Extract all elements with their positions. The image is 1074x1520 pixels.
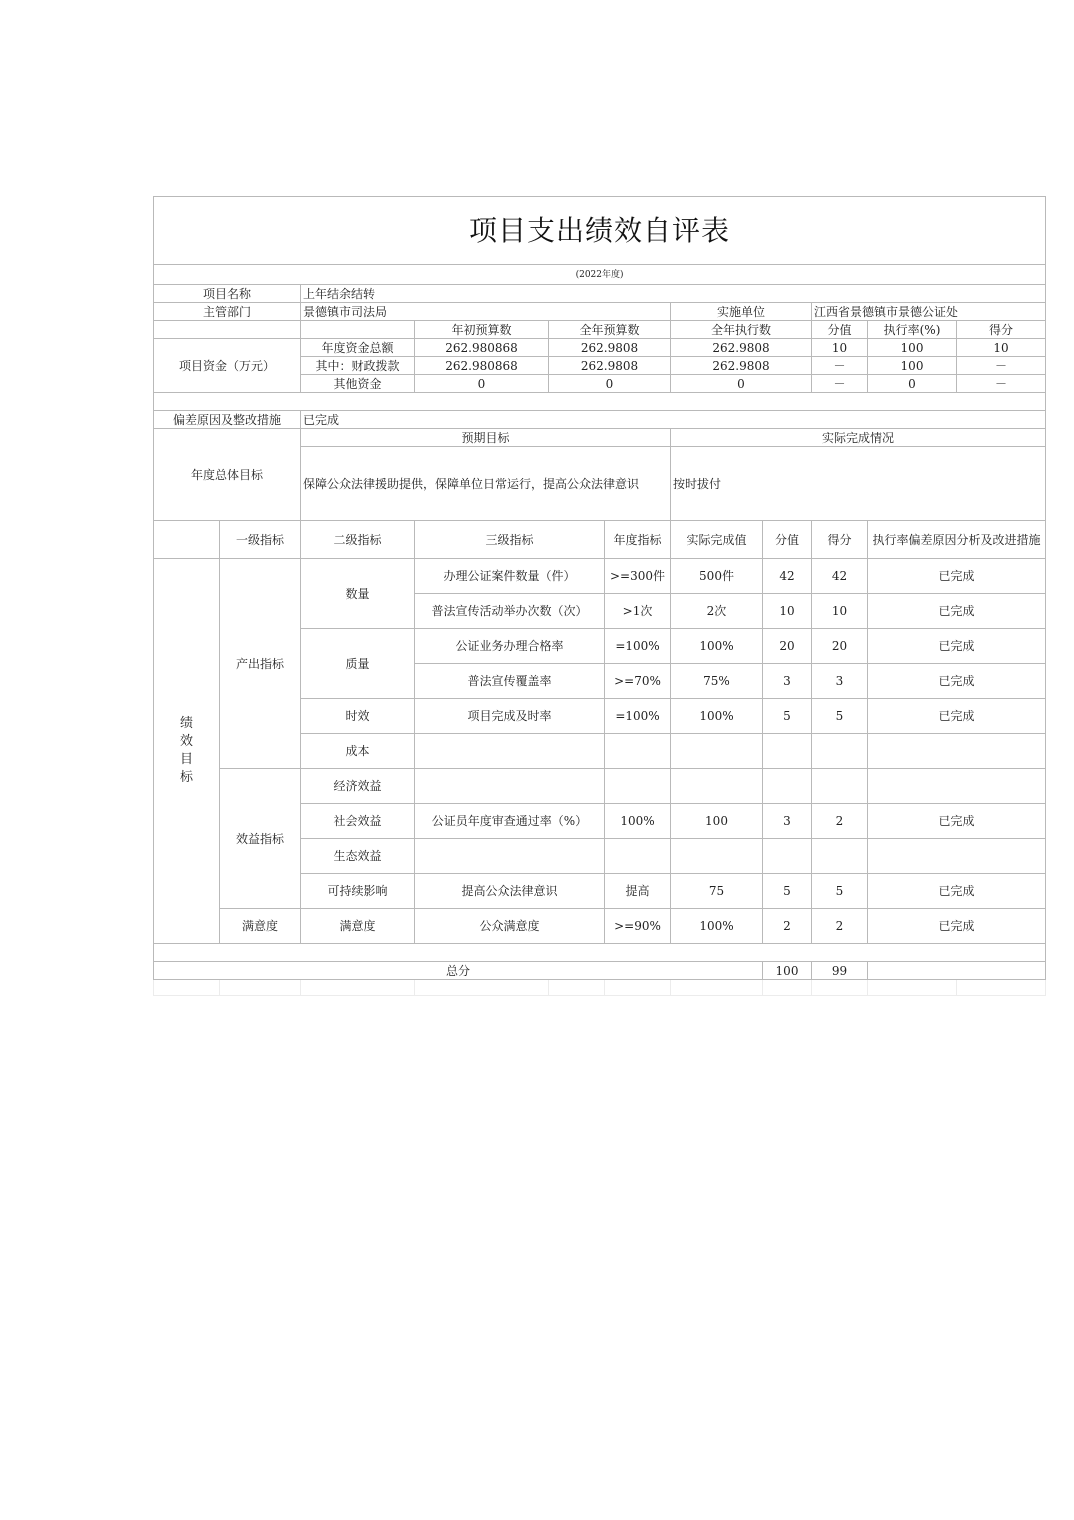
expected-goal-header: 预期目标: [301, 429, 671, 447]
spacer-row: [154, 944, 1046, 962]
level3-cell: 普法宣传覆盖率: [415, 664, 605, 699]
blank-cell: [957, 980, 1046, 996]
blank-cell: [549, 980, 605, 996]
got-cell: 3: [812, 664, 868, 699]
fund-header: 年初预算数: [415, 321, 549, 339]
level2-timeliness: 时效: [301, 699, 415, 734]
blank-cell: [812, 980, 868, 996]
blank-cell: [763, 839, 812, 874]
total-score: 100: [763, 962, 812, 980]
level1-benefit: 效益指标: [220, 769, 301, 909]
target-cell: =100%: [605, 629, 671, 664]
level2-sustainable: 可持续影响: [301, 874, 415, 909]
score-cell: 5: [763, 874, 812, 909]
blank-cell: [812, 839, 868, 874]
note-cell: 已完成: [868, 699, 1046, 734]
perf-target-label: [154, 559, 220, 944]
level2-ecological: 生态效益: [301, 839, 415, 874]
level3-cell: 办理公证案件数量（件）: [415, 559, 605, 594]
year-label: (2022年度): [154, 265, 1046, 285]
note-cell: 已完成: [868, 594, 1046, 629]
self-evaluation-form: [153, 196, 1045, 996]
deviation-label: 偏差原因及整改措施: [154, 411, 301, 429]
target-cell: >1次: [605, 594, 671, 629]
target-cell: >=300件: [605, 559, 671, 594]
level2-satisfaction: 满意度: [301, 909, 415, 944]
level3-cell: 公众满意度: [415, 909, 605, 944]
fund-cell: 262.9808: [671, 357, 812, 375]
actual-status-header: 实际完成情况: [671, 429, 1046, 447]
level1-output: 产出指标: [220, 559, 301, 769]
blank-cell: [415, 734, 605, 769]
fund-header: 全年执行数: [671, 321, 812, 339]
evaluation-table: [153, 196, 1046, 996]
fund-cell: 100: [868, 357, 957, 375]
col-header-got: 得分: [812, 521, 868, 559]
fund-header: 全年预算数: [549, 321, 671, 339]
fund-cell: 0: [549, 375, 671, 393]
project-name-value: 上年结余结转: [301, 285, 1046, 303]
score-cell: 42: [763, 559, 812, 594]
score-cell: 3: [763, 804, 812, 839]
blank-cell: [868, 769, 1046, 804]
deviation-value: 已完成: [301, 411, 1046, 429]
fund-cell: 0: [671, 375, 812, 393]
target-cell: 100%: [605, 804, 671, 839]
blank-cell: [605, 734, 671, 769]
blank-cell: [868, 962, 1046, 980]
actual-cell: 100%: [671, 909, 763, 944]
level3-cell: 提高公众法律意识: [415, 874, 605, 909]
blank-cell: [671, 839, 763, 874]
fund-cell: 0: [415, 375, 549, 393]
actual-cell: 500件: [671, 559, 763, 594]
level2-economic: 经济效益: [301, 769, 415, 804]
actual-cell: 100%: [671, 699, 763, 734]
got-cell: 5: [812, 874, 868, 909]
col-header-actual: 实际完成值: [671, 521, 763, 559]
blank-cell: [605, 769, 671, 804]
blank-cell: [812, 769, 868, 804]
blank-cell: [415, 769, 605, 804]
blank-cell: [763, 980, 812, 996]
blank-cell: [154, 321, 301, 339]
col-header-score: 分值: [763, 521, 812, 559]
target-cell: =100%: [605, 699, 671, 734]
got-cell: 42: [812, 559, 868, 594]
col-header-level3: 三级指标: [415, 521, 605, 559]
fund-row-name: 其他资金: [301, 375, 415, 393]
level2-cost: 成本: [301, 734, 415, 769]
level3-cell: 公证业务办理合格率: [415, 629, 605, 664]
fund-cell: 10: [812, 339, 868, 357]
col-header-target: 年度指标: [605, 521, 671, 559]
total-label: 总分: [154, 962, 763, 980]
fund-cell: 262.980868: [415, 357, 549, 375]
score-cell: 3: [763, 664, 812, 699]
score-cell: 20: [763, 629, 812, 664]
got-cell: 2: [812, 804, 868, 839]
got-cell: 2: [812, 909, 868, 944]
spacer-row: [154, 393, 1046, 411]
blank-cell: [154, 521, 220, 559]
page-title: 项目支出绩效自评表: [154, 197, 1046, 265]
score-cell: 2: [763, 909, 812, 944]
blank-cell: [301, 980, 415, 996]
perf-target-text: 绩效目标: [179, 716, 193, 785]
note-cell: 已完成: [868, 664, 1046, 699]
blank-cell: [868, 734, 1046, 769]
fund-header: 执行率(%): [868, 321, 957, 339]
level1-satisfaction: 满意度: [220, 909, 301, 944]
blank-cell: [671, 769, 763, 804]
fund-cell: －: [957, 357, 1046, 375]
col-header-note: 执行率偏差原因分析及改进措施: [868, 521, 1046, 559]
total-got: 99: [812, 962, 868, 980]
blank-cell: [605, 980, 671, 996]
blank-cell: [671, 734, 763, 769]
fund-cell: －: [957, 375, 1046, 393]
expected-goal-value: 保障公众法律援助提供，保障单位日常运行，提高公众法律意识: [301, 447, 671, 521]
note-cell: 已完成: [868, 874, 1046, 909]
level2-social: 社会效益: [301, 804, 415, 839]
blank-cell: [605, 839, 671, 874]
fund-header: 得分: [957, 321, 1046, 339]
impl-unit-value: 江西省景德镇市景德公证处: [812, 303, 1046, 321]
note-cell: 已完成: [868, 559, 1046, 594]
fund-label: 项目资金（万元）: [154, 339, 301, 393]
got-cell: 20: [812, 629, 868, 664]
actual-cell: 100: [671, 804, 763, 839]
blank-cell: [812, 734, 868, 769]
note-cell: 已完成: [868, 909, 1046, 944]
blank-cell: [220, 980, 301, 996]
fund-header: 分值: [812, 321, 868, 339]
got-cell: 10: [812, 594, 868, 629]
dept-label: 主管部门: [154, 303, 301, 321]
fund-cell: 262.980868: [415, 339, 549, 357]
fund-cell: 262.9808: [549, 339, 671, 357]
annual-goal-label: 年度总体目标: [154, 429, 301, 521]
fund-cell: －: [812, 357, 868, 375]
project-name-label: 项目名称: [154, 285, 301, 303]
level2-quality: 质量: [301, 629, 415, 699]
target-cell: >=90%: [605, 909, 671, 944]
blank-cell: [868, 980, 957, 996]
score-cell: 5: [763, 699, 812, 734]
actual-cell: 100%: [671, 629, 763, 664]
impl-unit-label: 实施单位: [671, 303, 812, 321]
blank-cell: [763, 769, 812, 804]
level2-quantity: 数量: [301, 559, 415, 629]
fund-cell: －: [812, 375, 868, 393]
actual-cell: 2次: [671, 594, 763, 629]
actual-cell: 75: [671, 874, 763, 909]
fund-cell: 100: [868, 339, 957, 357]
note-cell: 已完成: [868, 629, 1046, 664]
level3-cell: 普法宣传活动举办次数（次）: [415, 594, 605, 629]
blank-cell: [154, 980, 220, 996]
col-header-level1: 一级指标: [220, 521, 301, 559]
blank-cell: [671, 980, 763, 996]
got-cell: 5: [812, 699, 868, 734]
level3-cell: 公证员年度审查通过率（%）: [415, 804, 605, 839]
blank-cell: [868, 839, 1046, 874]
note-cell: 已完成: [868, 804, 1046, 839]
fund-cell: 0: [868, 375, 957, 393]
col-header-level2: 二级指标: [301, 521, 415, 559]
level3-cell: 项目完成及时率: [415, 699, 605, 734]
actual-status-value: 按时拔付: [671, 447, 1046, 521]
blank-cell: [763, 734, 812, 769]
blank-cell: [301, 321, 415, 339]
score-cell: 10: [763, 594, 812, 629]
fund-row-name: 年度资金总额: [301, 339, 415, 357]
target-cell: 提高: [605, 874, 671, 909]
blank-cell: [415, 980, 549, 996]
dept-value: 景德镇市司法局: [301, 303, 671, 321]
fund-cell: 262.9808: [671, 339, 812, 357]
target-cell: >=70%: [605, 664, 671, 699]
fund-cell: 262.9808: [549, 357, 671, 375]
fund-cell: 10: [957, 339, 1046, 357]
blank-cell: [415, 839, 605, 874]
actual-cell: 75%: [671, 664, 763, 699]
fund-row-name: 其中：财政拨款: [301, 357, 415, 375]
